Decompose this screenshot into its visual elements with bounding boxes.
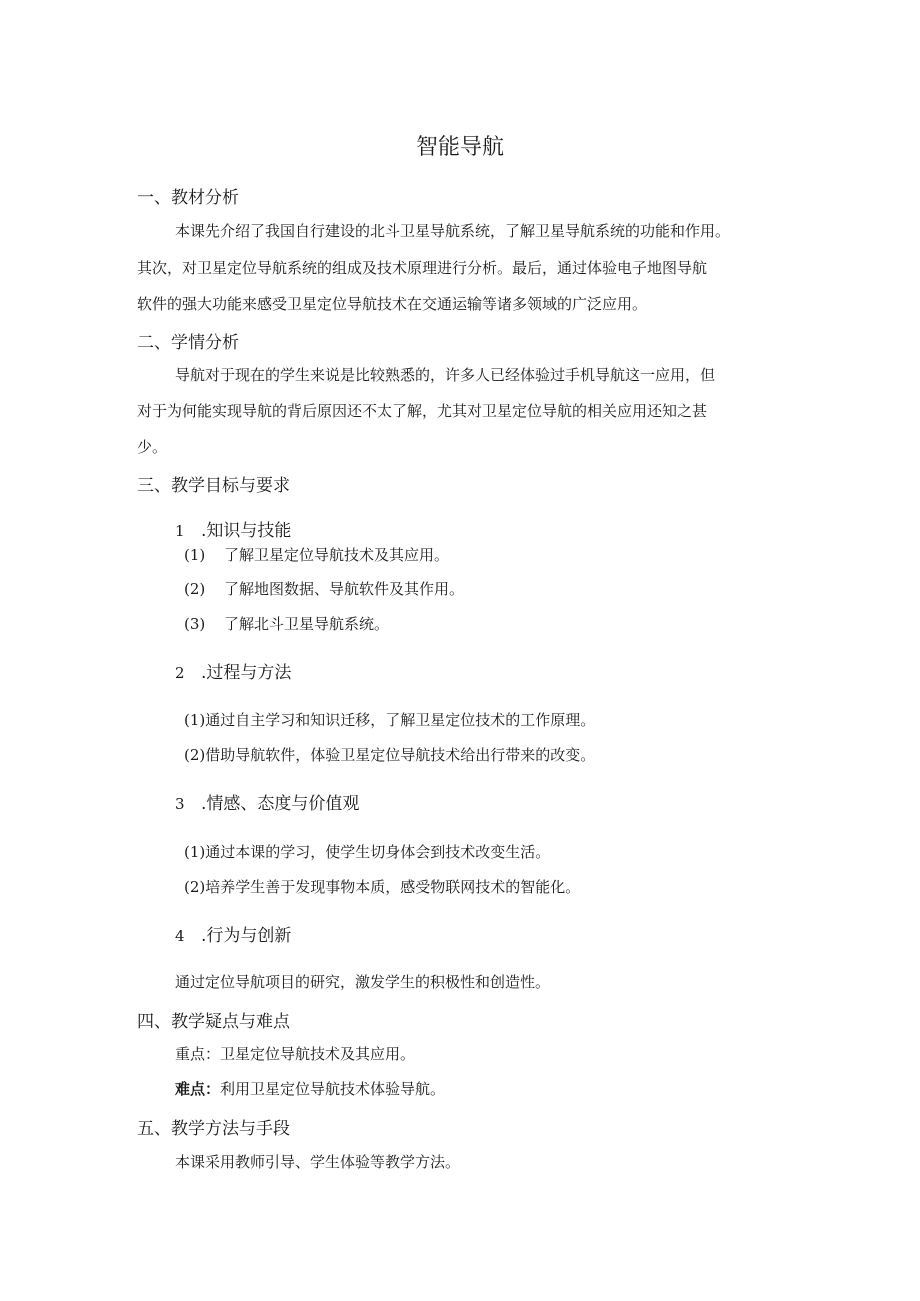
subsection-label: .知识与技能 (201, 521, 292, 541)
list-item-number: (3) (184, 615, 206, 633)
paragraph-line: 其次，对卫星定位导航系统的组成及技术原理进行分析。最后，通过体验电子地图导航 (137, 259, 708, 277)
page-title: 智能导航 (415, 135, 504, 160)
subsection-label: .情感、态度与价值观 (201, 794, 360, 814)
list-item: (2)借助导航软件，体验卫星定位导航技术给出行带来的改变。 (184, 746, 596, 764)
list-item (184, 613, 389, 634)
paragraph-line: 通过定位导航项目的研究，激发学生的积极性和创造性。 (175, 973, 551, 991)
subsection-number: 4 (175, 927, 185, 945)
section-heading-teaching-goals: 三、教学目标与要求 (137, 476, 290, 496)
list-item-number: (2) (184, 580, 206, 598)
key-point-line: 重点：卫星定位导航技术及其应用。 (175, 1045, 416, 1063)
list-item: (2)培养学生善于发现事物本质，感受物联网技术的智能化。 (184, 878, 581, 896)
paragraph-line: 软件的强大功能来感受卫星定位导航技术在交通运输等诸多领域的广泛应用。 (137, 295, 648, 313)
subsection-label: .过程与方法 (201, 663, 292, 683)
paragraph-line: 少。 (137, 438, 168, 456)
list-item (184, 578, 464, 599)
list-item (184, 544, 449, 565)
section-heading-textbook-analysis: 一、教材分析 (137, 188, 239, 208)
list-item: (1)通过本课的学习，使学生切身体会到技术改变生活。 (184, 843, 551, 861)
paragraph-line: 本课先介绍了我国自行建设的北斗卫星导航系统，了解卫星导航系统的功能和作用。 (175, 222, 731, 240)
paragraph-line: 导航对于现在的学生来说是比较熟悉的，许多人已经体验过手机导航这一应用，但 (175, 366, 716, 384)
subsection-heading-knowledge-skills (175, 516, 291, 541)
subsection-number: 3 (175, 795, 185, 813)
subsection-heading-attitude-values (175, 789, 359, 814)
difficult-point-label: 难点： (175, 1080, 221, 1098)
subsection-number: 1 (175, 522, 185, 540)
subsection-heading-process-methods (175, 658, 291, 683)
section-heading-teaching-methods: 五、教学方法与手段 (137, 1119, 290, 1139)
difficult-point-text: 利用卫星定位导航技术体验导航。 (220, 1080, 446, 1098)
list-item-number: (1) (184, 546, 206, 564)
paragraph-line: 本课采用教师引导、学生体验等教学方法。 (175, 1153, 461, 1171)
list-item-text: 了解地图数据、导航软件及其作用。 (224, 580, 465, 598)
difficult-point-line (175, 1078, 445, 1099)
list-item: (1)通过自主学习和知识迁移，了解卫星定位技术的工作原理。 (184, 711, 596, 729)
paragraph-line: 对于为何能实现导航的背后原因还不太了解，尤其对卫星定位导航的相关应用还知之甚 (137, 402, 708, 420)
list-item-text: 了解卫星定位导航技术及其应用。 (224, 546, 450, 564)
subsection-heading-behavior-innovation (175, 921, 291, 946)
subsection-label: .行为与创新 (201, 926, 292, 946)
section-heading-key-points: 四、教学疑点与难点 (137, 1012, 290, 1032)
list-item-text: 了解北斗卫星导航系统。 (224, 615, 390, 633)
subsection-number: 2 (175, 664, 185, 682)
section-heading-student-analysis: 二、学情分析 (137, 333, 239, 353)
